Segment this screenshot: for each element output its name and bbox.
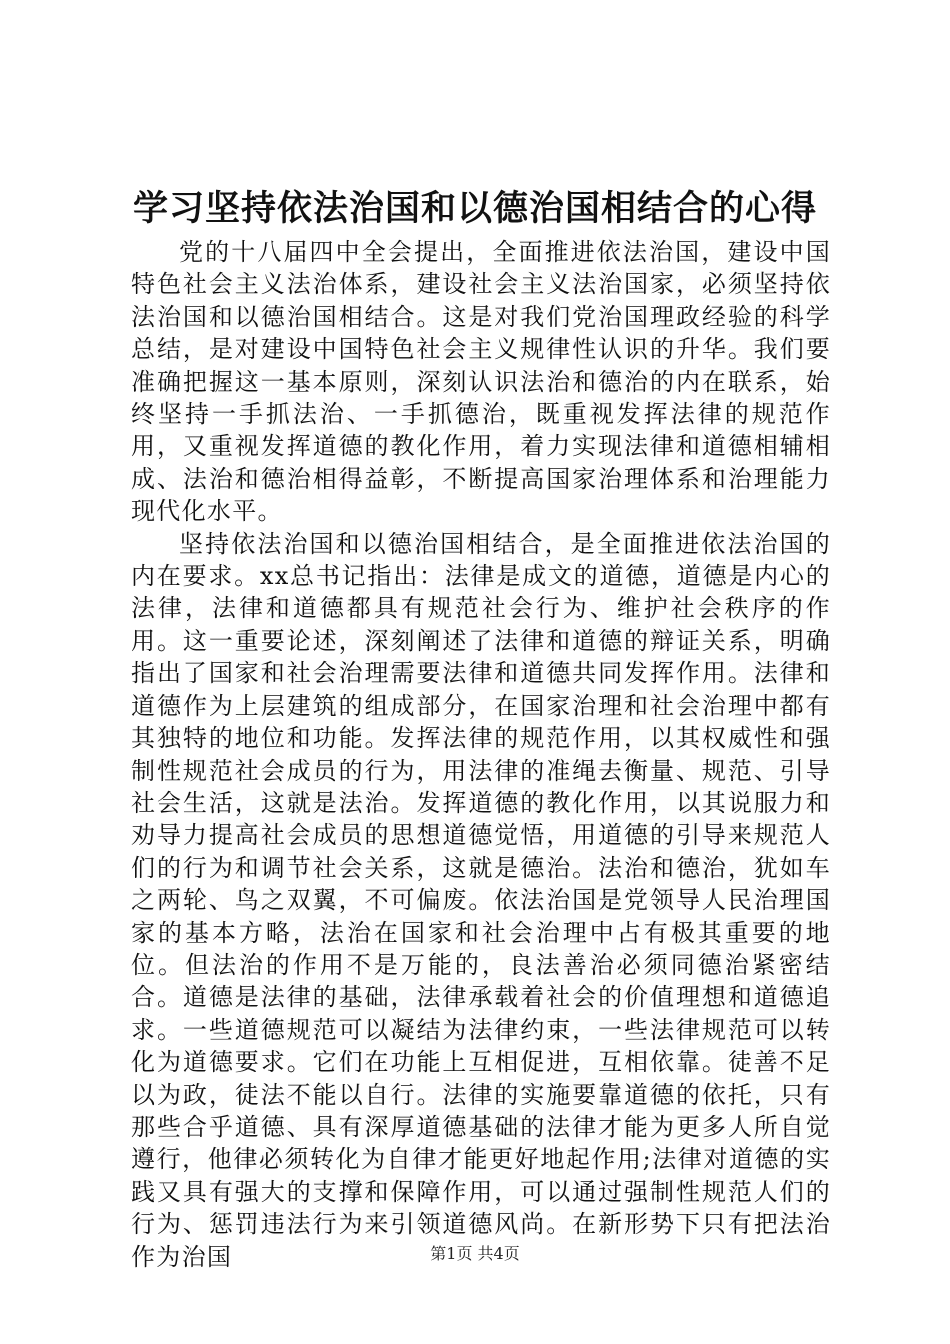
body-paragraph-1: 党的十八届四中全会提出，全面推进依法治国，建设中国特色社会主义法治体系，建设社会主义法治国家，必须坚持依法治国和以德治国相结合。这是对我们党治国理政经验的科学总结，是对建设中国特色社会主义规律性认识的升华。我们要准确把握这一基本原则，深刻认识法治和德治的内在联系，始终坚持一手抓法治、一手抓德治，既重视发挥法律的规范作用，又重视发挥道德的教化作用，着力实现法律和道德相辅相成、法治和德治相得益彰，不断提高国家治理体系和治理能力现代化水平。 bbox=[131, 238, 831, 526]
document-body bbox=[131, 236, 831, 1273]
body-paragraph-2: 坚持依法治国和以德治国相结合，是全面推进依法治国的内在要求。xx总书记指出：法律是成文的道德，道德是内心的法律，法律和道德都具有规范社会行为、维护社会秩序的作用。这一重要论述，深刻阐述了法律和道德的辩证关系，明确指出了国家和社会治理需要法律和道德共同发挥作用。法律和道德作为上层建筑的组成部分，在国家治理和社会治理中都有其独特的地位和功能。发挥法律的规范作用，以其权威性和强制性规范社会成员的行为，用法律的准绳去衡量、规范、引导社会生活，这就是法治。发挥道德的教化作用，以其说服力和劝导力提高社会成员的思想道德觉悟，用道德的引导来规范人们的行为和调节社会关系，这就是德治。法治和德治，犹如车之两轮、鸟之双翼，不可偏废。依法治国是党领导人民治理国家的基本方略，法治在国家和社会治理中占有极其重要的地位。但法治的作用不是万能的，良法善治必须同德治紧密结合。道德是法律的基础，法律承载着社会的价值理想和道德追求。一些道德规范可以凝结为法律约束，一些法律规范可以转化为道德要求。它们在功能上互相促进，互相依靠。徒善不足以为政，徒法不能以自行。法律的实施要靠道德的依托，只有那些合乎道德、具有深厚道德基础的法律才能为更多人所自觉遵行，他律必须转化为自律才能更好地起作用;法律对道德的实践又具有强大的支撑和保障作用，可以通过强制性规范人们的行为、惩罚违法行为来引领道德风尚。在新形势下只有把法治作为治国 bbox=[131, 529, 831, 1271]
page-number-footer: 第1页 共4页 bbox=[430, 1244, 520, 1263]
document-title: 学习坚持依法治国和以德治国相结合的心得 bbox=[132, 188, 817, 229]
